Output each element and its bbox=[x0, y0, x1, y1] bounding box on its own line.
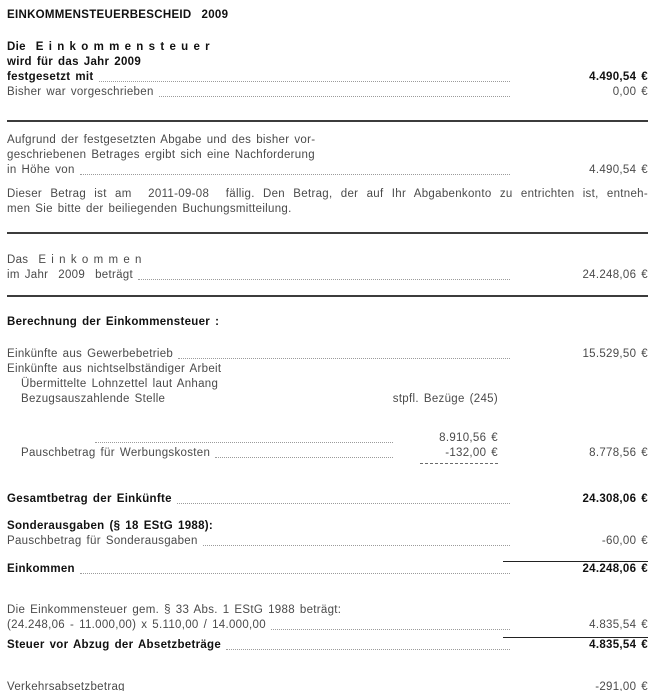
due-date-line1: Dieser Betrag ist am 2011-09-08 fällig. Den Betrag, der auf Ihr Abgabenkonto zu entrichten ist, entneh- bbox=[7, 188, 648, 200]
verkehrsabsetzbetrag-value: -291,00 € bbox=[595, 681, 648, 691]
dotted-leader bbox=[226, 649, 510, 650]
berechnung-heading: Berechnung der Einkommensteuer : bbox=[7, 316, 220, 328]
steuer-row bbox=[7, 638, 648, 653]
tarif-formula: (24.248,06 - 11.000,00) x 5.110,00 / 14.000,00 bbox=[7, 619, 266, 631]
nachforderung-line2: geschriebenen Betrages ergibt sich eine Nachforderung bbox=[7, 149, 315, 161]
bezuege-value: 8.910,56 € bbox=[439, 432, 498, 444]
stelle-row bbox=[7, 392, 648, 407]
sonderausgaben-heading: Sonderausgaben (§ 18 EStG 1988): bbox=[7, 520, 214, 532]
verkehrsabsetzbetrag-row bbox=[7, 680, 648, 691]
lohnzettel-label: Übermittelte Lohnzettel laut Anhang bbox=[21, 378, 219, 390]
dotted-leader bbox=[178, 358, 510, 359]
fixed-amount-label: festgesetzt mit bbox=[7, 71, 94, 83]
dotted-leader bbox=[99, 81, 510, 82]
werbungskosten-label: Pauschbetrag für Werbungskosten bbox=[21, 447, 211, 459]
stelle-label: Bezugsauszahlende Stelle bbox=[21, 393, 166, 405]
previous-amount-row bbox=[7, 85, 648, 100]
nachforderung-amount-row bbox=[7, 163, 648, 178]
dotted-leader bbox=[80, 573, 510, 574]
dotted-leader bbox=[215, 457, 393, 458]
verkehrsabsetzbetrag-label: Verkehrsabsetzbetrag bbox=[7, 681, 125, 691]
nachforderung-line1: Aufgrund der festgesetzten Abgabe und des bisher vor- bbox=[7, 134, 316, 146]
gesamtbetrag-row bbox=[7, 492, 648, 507]
assessment-heading-line2: wird für das Jahr 2009 bbox=[7, 56, 142, 68]
einkommen-year-label: im Jahr 2009 beträgt bbox=[7, 269, 133, 281]
previous-amount-label: Bisher war vorgeschrieben bbox=[7, 86, 154, 98]
bezuege-row bbox=[7, 431, 648, 446]
stelle-column-header: stpfl. Bezüge (245) bbox=[392, 393, 498, 405]
nachforderung-amount-value: 4.490,54 € bbox=[589, 164, 648, 176]
fixed-amount-row bbox=[7, 70, 648, 85]
dotted-leader bbox=[177, 503, 510, 504]
sonderausgaben-value: -60,00 € bbox=[601, 535, 648, 547]
tarif-line1: Die Einkommensteuer gem. § 33 Abs. 1 EStG 1988 beträgt: bbox=[7, 604, 342, 616]
previous-amount-value: 0,00 € bbox=[612, 86, 648, 98]
einkommen-heading: Das E i n k o m m e n bbox=[7, 254, 142, 266]
werbungskosten-value: -132,00 € bbox=[445, 447, 498, 459]
sonderausgaben-label: Pauschbetrag für Sonderausgaben bbox=[7, 535, 198, 547]
bezuege-block bbox=[7, 431, 648, 467]
dotted-leader bbox=[159, 96, 510, 97]
nachforderung-amount-label: in Höhe von bbox=[7, 164, 75, 176]
gewerbebetrieb-label: Einkünfte aus Gewerbebetrieb bbox=[7, 348, 174, 360]
werbungskosten-row bbox=[7, 446, 648, 461]
fixed-amount-value: 4.490,54 € bbox=[589, 71, 648, 83]
gesamtbetrag-label: Gesamtbetrag der Einkünfte bbox=[7, 493, 172, 505]
gewerbebetrieb-row bbox=[7, 347, 648, 362]
section-divider bbox=[7, 120, 648, 122]
assessment-section bbox=[7, 40, 648, 100]
nachforderung-section bbox=[7, 133, 648, 178]
einkuenfte-block bbox=[7, 347, 648, 407]
tarif-value: 4.835,54 € bbox=[589, 619, 648, 631]
einkommen-total-row bbox=[7, 562, 648, 577]
section-divider bbox=[7, 232, 648, 234]
dotted-leader bbox=[138, 279, 510, 280]
due-date-line2: men Sie bitte der beiliegenden Buchungsmitteilung. bbox=[7, 203, 292, 215]
steuer-label: Steuer vor Abzug der Absetzbeträge bbox=[7, 639, 222, 651]
dotted-leader bbox=[95, 442, 393, 443]
einkommen-section bbox=[7, 253, 648, 283]
sonderausgaben-row bbox=[7, 534, 648, 549]
subtotal-dash-row bbox=[7, 463, 648, 467]
document-title: EINKOMMENSTEUERBESCHEID 2009 bbox=[7, 9, 229, 21]
nsa-total-value: 8.778,56 € bbox=[589, 447, 648, 459]
dash-right-spacer bbox=[498, 463, 648, 467]
sonderausgaben-block bbox=[7, 519, 648, 549]
einkommen-total-label: Einkommen bbox=[7, 563, 75, 575]
einkommen-year-value: 24.248,06 € bbox=[582, 269, 648, 281]
subtotal-dashed-line bbox=[420, 463, 498, 464]
gewerbebetrieb-value: 15.529,50 € bbox=[582, 348, 648, 360]
dotted-leader bbox=[203, 545, 510, 546]
dotted-leader bbox=[80, 174, 510, 175]
steuer-value: 4.835,54 € bbox=[589, 639, 648, 651]
gesamtbetrag-value: 24.308,06 € bbox=[582, 493, 648, 505]
nsa-label: Einkünfte aus nichtselbständiger Arbeit bbox=[7, 363, 222, 375]
einkommen-year-row bbox=[7, 268, 648, 283]
section-divider bbox=[7, 295, 648, 297]
einkommen-total-value: 24.248,06 € bbox=[582, 563, 648, 575]
due-date-paragraph bbox=[7, 187, 648, 217]
dotted-leader bbox=[271, 629, 510, 630]
tarif-block bbox=[7, 603, 648, 633]
dash-spacer bbox=[7, 463, 420, 467]
tarif-formula-row bbox=[7, 618, 648, 633]
assessment-heading-line1: Die E i n k o m m e n s t e u e r bbox=[7, 41, 210, 53]
